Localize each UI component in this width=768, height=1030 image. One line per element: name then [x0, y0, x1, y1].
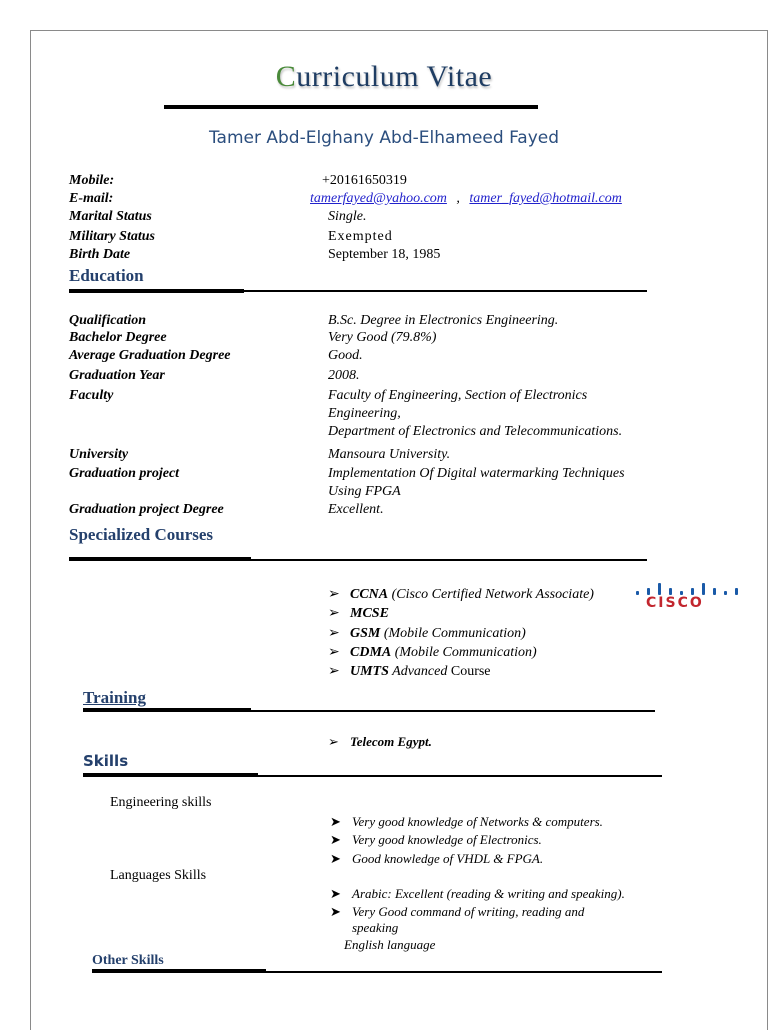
- email-label: E-mail:: [69, 191, 114, 206]
- skill-item: ➤ Very good knowledge of Networks & computers.: [330, 814, 603, 829]
- email-link-yahoo[interactable]: tamerfayed@yahoo.com: [310, 191, 447, 206]
- courses-rule-thick: [69, 557, 251, 561]
- military-label: Military Status: [69, 229, 155, 244]
- skill-item: ➤ Good knowledge of VHDL & FPGA.: [330, 851, 544, 866]
- cisco-wordmark: CISCO: [646, 595, 704, 611]
- training-rule-thick: [83, 708, 251, 712]
- arrow-bullet-icon: ➢: [328, 645, 340, 660]
- average-label: Average Graduation Degree: [69, 348, 231, 363]
- arrow-bullet-icon: ➤: [330, 814, 341, 829]
- course-item: ➢ UMTS Advanced Course: [328, 664, 491, 679]
- training-item: ➢ Telecom Egypt.: [328, 734, 432, 749]
- arrow-bullet-icon: ➢: [328, 606, 340, 621]
- page-title: [0, 60, 768, 94]
- languages-skills-label: Languages Skills: [110, 868, 207, 883]
- year-value: 2008.: [328, 368, 360, 383]
- mobile-label: Mobile:: [69, 173, 115, 188]
- title-underline: [164, 105, 538, 109]
- marital-label: Marital Status: [69, 209, 152, 224]
- arrow-bullet-icon: ➢: [328, 626, 340, 641]
- project-line1: Implementation Of Digital watermarking Techniques: [328, 466, 625, 481]
- arrow-bullet-icon: ➤: [330, 904, 341, 919]
- military-value: Exempted: [328, 229, 393, 244]
- course-item: ➢ CDMA (Mobile Communication): [328, 645, 537, 660]
- university-value: Mansoura University.: [328, 447, 451, 462]
- engineering-skills-label: Engineering skills: [110, 795, 212, 810]
- title-rest: urriculum Vitae: [296, 60, 493, 93]
- arrow-bullet-icon: ➤: [330, 832, 341, 847]
- birth-value: September 18, 1985: [328, 247, 441, 262]
- language-item-cont: speaking: [352, 920, 399, 935]
- faculty-line3: Department of Electronics and Telecommunications.: [328, 424, 623, 439]
- bachelor-value: Very Good (79.8%): [328, 330, 437, 345]
- training-heading: Training: [83, 688, 146, 707]
- faculty-line2: Engineering,: [328, 406, 401, 421]
- other-skills-heading: Other Skills: [92, 953, 164, 968]
- arrow-bullet-icon: ➤: [330, 886, 341, 901]
- project-degree-value: Excellent.: [328, 502, 384, 517]
- year-label: Graduation Year: [69, 368, 165, 383]
- project-label: Graduation project: [69, 466, 180, 481]
- average-value: Good.: [328, 348, 363, 363]
- qualification-label: Qualification: [69, 313, 147, 328]
- courses-heading: Specialized Courses: [69, 525, 214, 544]
- course-item: ➢ GSM (Mobile Communication): [328, 626, 526, 641]
- skill-item: ➤ Very good knowledge of Electronics.: [330, 832, 542, 847]
- language-item: ➤ Arabic: Excellent (reading & writing and speaking).: [330, 886, 625, 901]
- arrow-bullet-icon: ➢: [328, 664, 340, 679]
- course-item: ➢ CCNA (Cisco Certified Network Associate): [328, 587, 594, 602]
- course-item: ➢ MCSE: [328, 606, 389, 621]
- title-initial: C: [275, 60, 297, 93]
- arrow-bullet-icon: ➢: [328, 587, 340, 602]
- marital-value: Single.: [328, 209, 367, 224]
- bachelor-label: Bachelor Degree: [69, 330, 167, 345]
- qualification-value: B.Sc. Degree in Electronics Engineering.: [328, 313, 559, 328]
- project-line2: Using FPGA: [328, 484, 401, 499]
- candidate-name: Tamer Abd-Elghany Abd-Elhameed Fayed: [208, 128, 560, 148]
- language-item: ➤ Very Good command of writing, reading and: [330, 904, 585, 919]
- email-values: [310, 191, 622, 207]
- email-separator: ,: [456, 191, 460, 206]
- cisco-logo: [636, 580, 740, 614]
- skills-heading: Skills: [83, 752, 129, 770]
- cisco-bars-icon: [636, 580, 740, 595]
- education-heading: Education: [69, 266, 144, 285]
- email-link-hotmail[interactable]: tamer_fayed@hotmail.com: [469, 191, 622, 206]
- project-degree-label: Graduation project Degree: [69, 502, 224, 517]
- arrow-bullet-icon: ➤: [330, 851, 341, 866]
- language-item-cont: English language: [344, 937, 436, 952]
- education-rule-thick: [69, 289, 244, 293]
- faculty-line1: Faculty of Engineering, Section of Electronics: [328, 388, 588, 403]
- birth-label: Birth Date: [69, 247, 131, 262]
- arrow-bullet-icon: ➢: [328, 734, 339, 749]
- skills-rule-thick: [83, 773, 258, 777]
- mobile-value: +20161650319: [322, 173, 407, 188]
- faculty-label: Faculty: [69, 388, 114, 403]
- other-skills-rule-thick: [92, 969, 266, 973]
- university-label: University: [69, 447, 129, 462]
